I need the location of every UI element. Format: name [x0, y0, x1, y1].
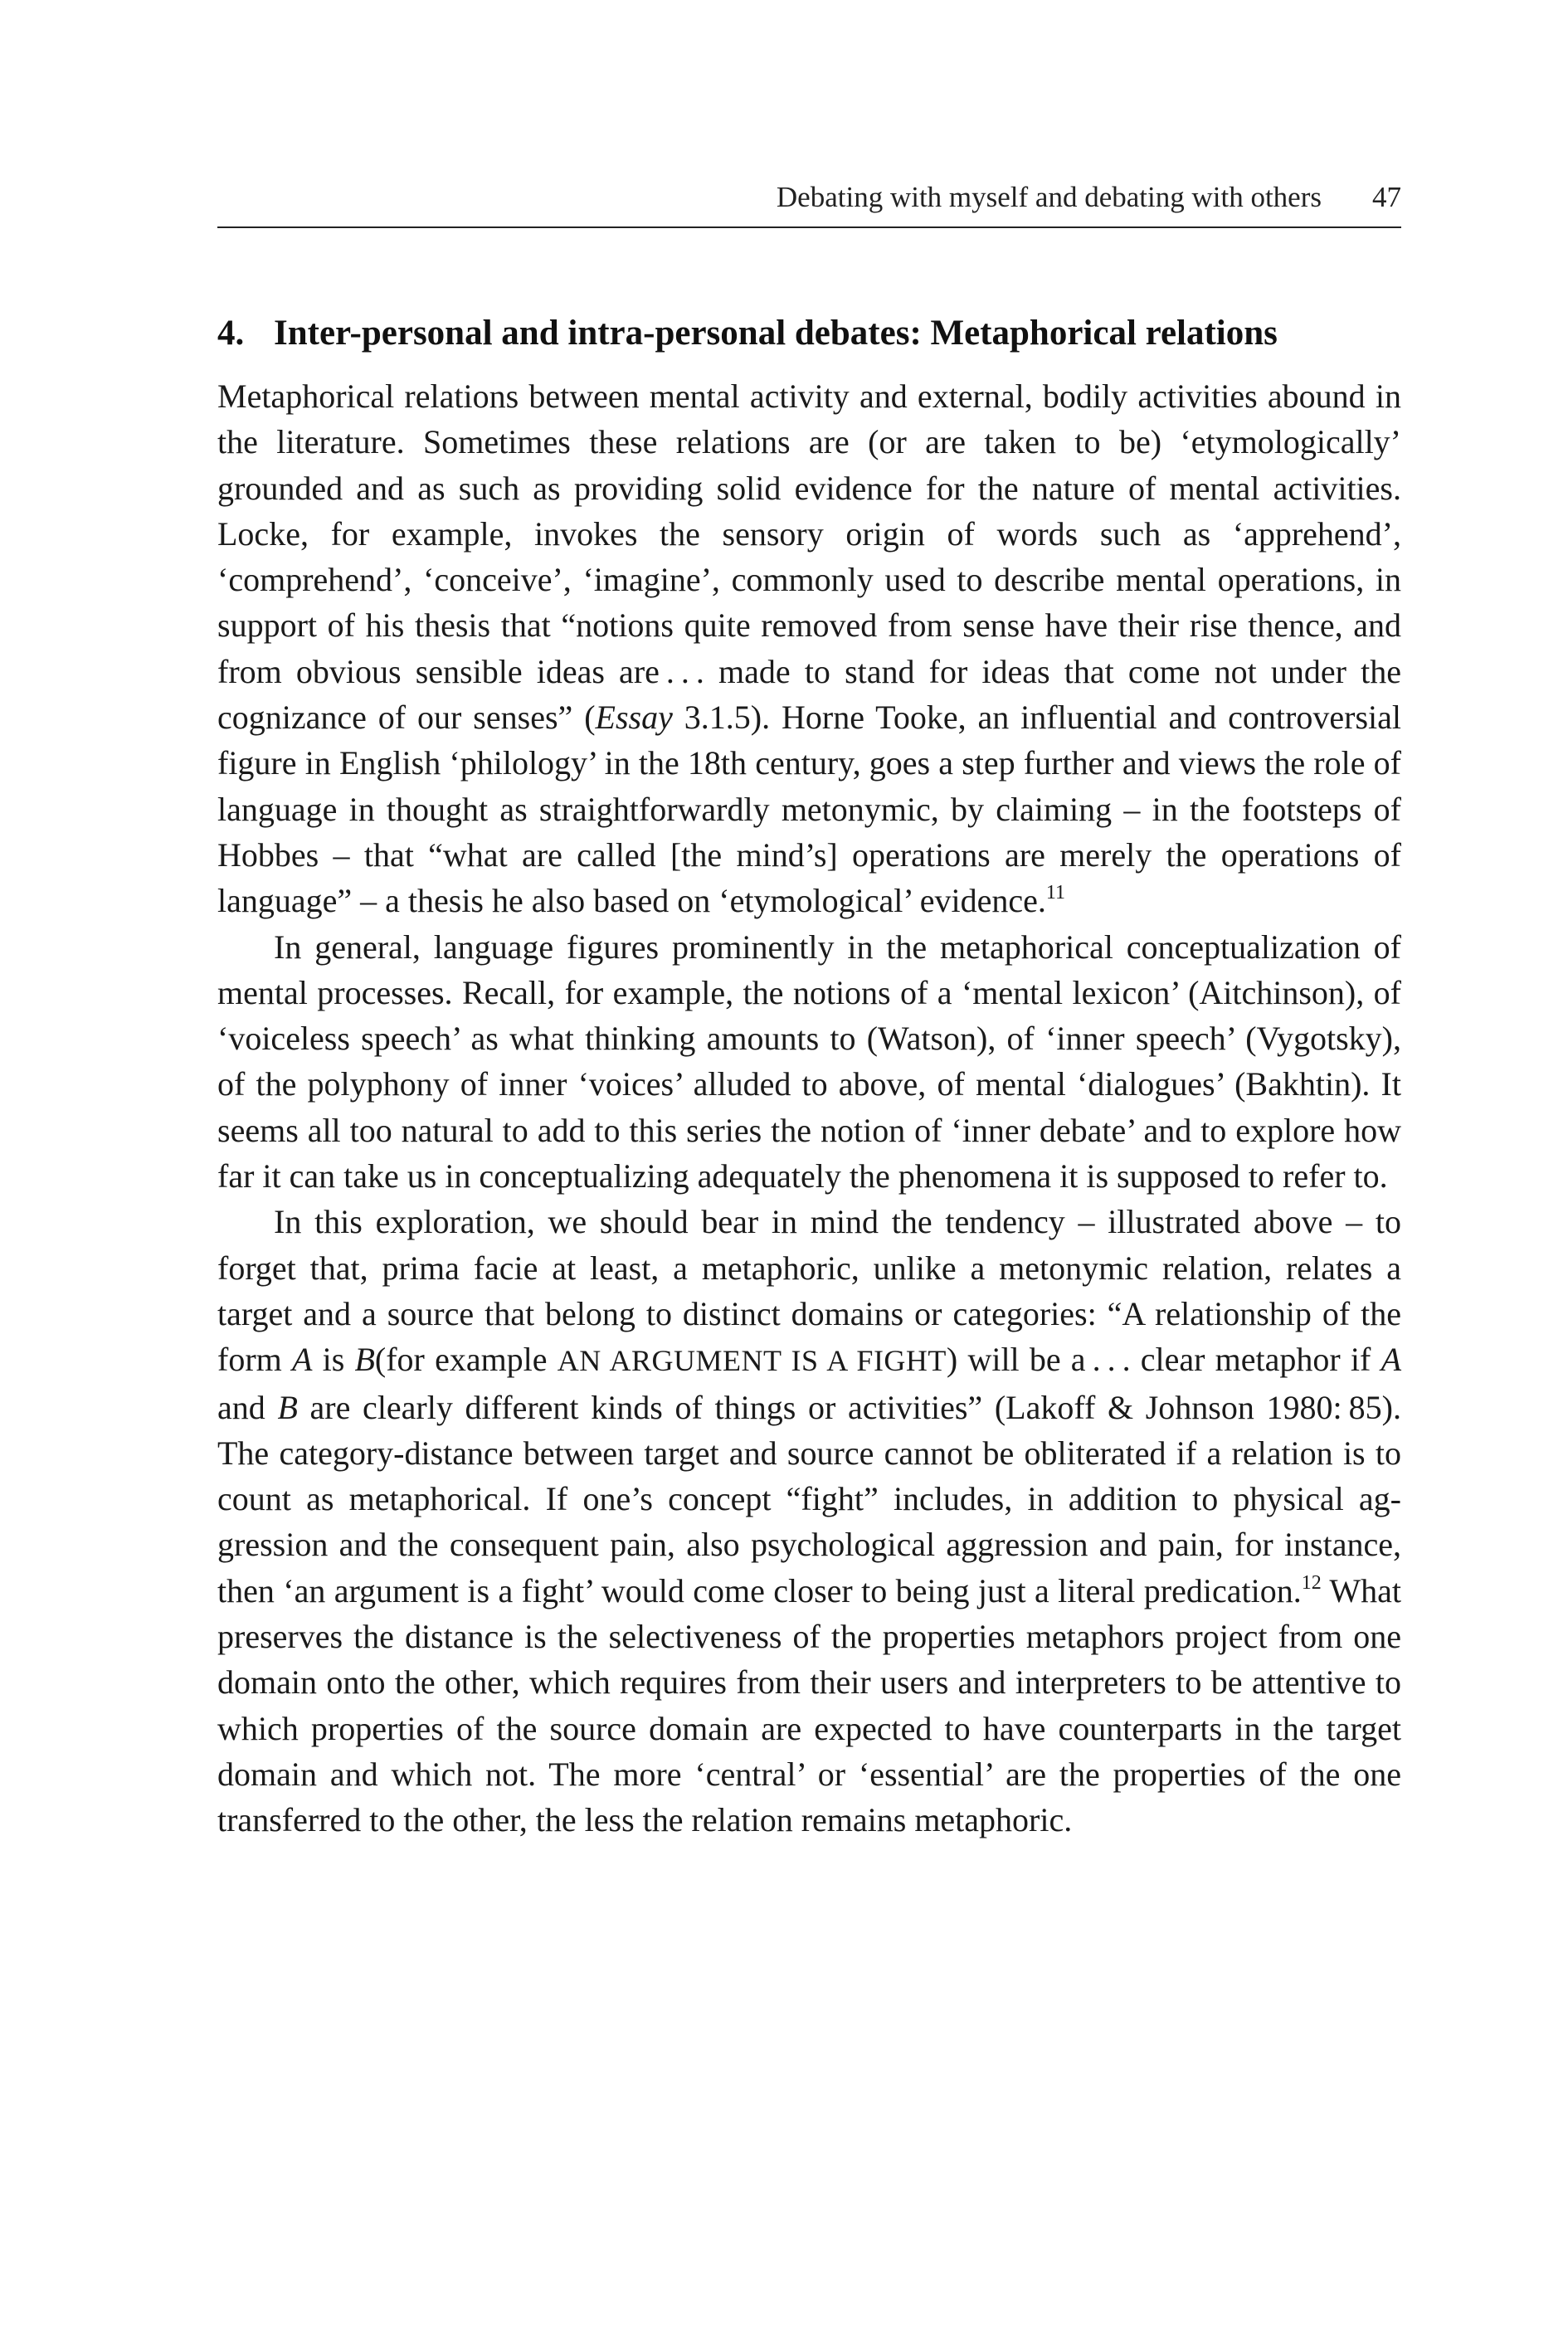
variable-b: B [354, 1341, 375, 1379]
paragraph-1 [217, 373, 1401, 924]
text-run: In this exploration, we should bear in mind the tendency – illustrated above – to forget that, prima facie at least, a metaphoric, unlike a metonymic relation, relates a target and a source that belong to distinct domains or categories: “A relationship of the form [217, 1203, 1401, 1379]
footnote-ref-12[interactable]: 12 [1301, 1571, 1322, 1594]
section-heading [217, 310, 1401, 357]
text-run: Metaphorical relations between mental activity and external, bodily activities abound in the literature. Sometimes these relations are (or are taken to be) ‘etymologically’ grounded and as such as providing solid evidence for the nature of mental activities. Locke, for example, invokes the sensory origin of words such as ‘apprehend’, ‘comprehend’, ‘conceive’, ‘imagine’, commonly used to describe mental operations, in support of his thesis that “notions quite removed from sense have their rise thence, and from obvious sensible ideas are . . . made to stand for ideas that come not under the cognizance of our senses” ( [217, 377, 1401, 737]
text-run: (for example [374, 1341, 558, 1379]
text-run: In general, language figures prominently in the metaphorical conceptualization of mental processes. Recall, for example, the notions of a ‘mental lexicon’ (Aitchinson), of ‘voiceless speech’ as what thinking amounts to (Watson), of ‘inner speech’ (Vygotsky), of the polyphony of inner ‘voices’ alluded to above, of mental ‘dialogues’ (Bakhtin). It seems all too natural to add to this series the notion of ‘inner debate’ and to explore how far it can take us in conceptualizing adequately the phenomena it is supposed to refer to. [217, 928, 1401, 1195]
running-title: Debating with myself and debating with others [776, 181, 1322, 213]
text-run: What preserves the distance is the selectiveness of the properties metaphors project from one domain onto the other, which requires from their users and interpreters to be attentive to which properties of the source domain are expected to have counterparts in the target domain and which not. The more ‘central’ or ‘essential’ are the properties of the one transferred to the other, the less the relation remains metaphoric. [217, 1571, 1401, 1839]
small-caps-metaphor: AN ARGUMENT IS A FIGHT [557, 1344, 947, 1378]
body-text [217, 373, 1401, 1843]
header-rule [217, 226, 1401, 228]
text-run: and [217, 1388, 278, 1426]
page-number: 47 [1372, 181, 1401, 213]
paragraph-3 [217, 1199, 1401, 1843]
text-run: ) will be a . . . clear metaphor if [946, 1341, 1381, 1379]
footnote-ref-11[interactable]: 11 [1045, 882, 1065, 904]
text-run: are clearly different kinds of things or activities” (Lakoff & Johnson 1980: 85). The category-distance between target and source cannot be obliterated if a relation is to count as metaphorical. If one’s concept “fight” includes, in addition to physical aggression and the consequent pain, also psychological aggression and pain, for instance, then ‘an argument is a fight’ would come closer to being just a literal predication. [217, 1388, 1401, 1609]
work-title-essay: Essay [595, 699, 673, 737]
variable-a: A [1381, 1341, 1401, 1379]
section-title: Inter-personal and intra-personal debates: Metaphorical relations [274, 313, 1278, 353]
variable-a: A [291, 1341, 313, 1379]
section-number: 4. [217, 313, 245, 353]
text-run: is [312, 1341, 355, 1379]
paragraph-2 [217, 924, 1401, 1200]
running-head [217, 174, 1401, 221]
variable-b: B [277, 1388, 298, 1426]
text-run: 3.1.5). Horne Tooke, an influential and controversial figure in English ‘philology’ in the 18th century, goes a step further and views the role of language in thought as straightforwardly metonymic, by claiming – in the footsteps of Hobbes – that “what are called [the mind’s] operations are merely the operations of language” – a thesis he also based on ‘etymological’ evidence. [217, 699, 1401, 920]
